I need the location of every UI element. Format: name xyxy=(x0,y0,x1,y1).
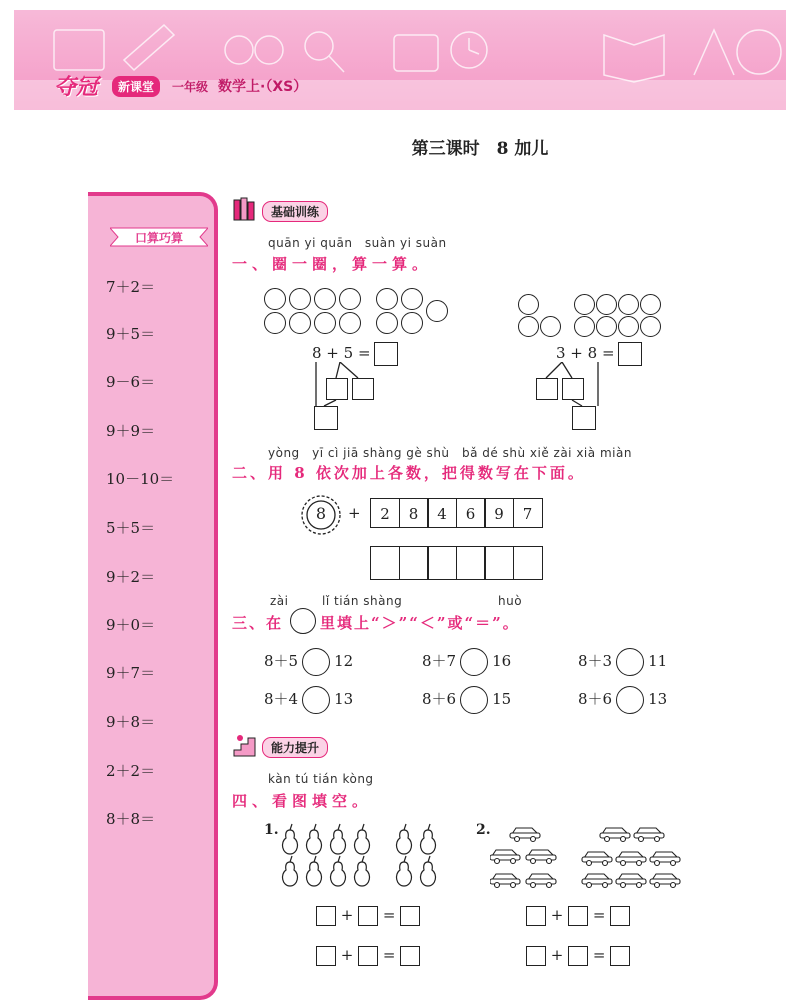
section-badge-label: 能力提升 xyxy=(262,737,328,758)
brand-logo: 夺冠 xyxy=(54,75,99,100)
circle-icon xyxy=(618,294,639,315)
compare-right: 12 xyxy=(334,652,354,670)
plus-sign: + xyxy=(340,946,354,964)
apple-icon xyxy=(426,300,448,322)
compare-left: 8＋4 xyxy=(264,690,299,708)
compare-left: 8＋7 xyxy=(422,652,457,670)
q3-pinyin-zai: zài xyxy=(270,594,289,608)
compare-left: 8＋5 xyxy=(264,652,299,670)
answer-box[interactable] xyxy=(400,906,420,926)
sidebar-title: 口算巧算 xyxy=(134,231,183,245)
compare-item xyxy=(264,686,353,714)
answer-cell[interactable] xyxy=(513,546,543,580)
sidebar-exercise: 2＋2＝ xyxy=(106,762,156,780)
equals-sign: = xyxy=(592,946,606,964)
pear-group-icon xyxy=(278,820,448,890)
answer-box[interactable] xyxy=(562,378,584,400)
q1-right-expression: 3 + 8 = xyxy=(556,344,615,362)
equals-sign: = xyxy=(382,946,396,964)
equation-row xyxy=(526,906,630,926)
apple-icon xyxy=(264,312,286,334)
sidebar-exercise: 5＋5＝ xyxy=(106,519,156,537)
sidebar-exercise: 10－10＝ xyxy=(106,470,175,488)
compare-left: 8＋6 xyxy=(422,690,457,708)
plus-sign: + xyxy=(550,906,564,924)
compare-circle[interactable] xyxy=(302,686,330,714)
addend-cell: 6 xyxy=(456,498,486,528)
answer-box[interactable] xyxy=(358,946,378,966)
answer-box[interactable] xyxy=(618,342,642,366)
answer-box[interactable] xyxy=(610,906,630,926)
answer-box[interactable] xyxy=(610,946,630,966)
q3-circle-icon xyxy=(290,608,316,634)
answer-cell[interactable] xyxy=(427,546,457,580)
compare-item xyxy=(422,648,511,676)
compare-left: 8＋3 xyxy=(578,652,613,670)
q1-pinyin: quān yi quān suàn yi suàn xyxy=(268,236,447,250)
compare-circle[interactable] xyxy=(616,686,644,714)
car-group-icon xyxy=(490,822,700,892)
q4-part1-label: 1. xyxy=(264,822,279,838)
circle-icon xyxy=(618,316,639,337)
answer-box[interactable] xyxy=(358,906,378,926)
compare-circle[interactable] xyxy=(616,648,644,676)
answer-box[interactable] xyxy=(316,946,336,966)
sidebar-exercise: 8＋8＝ xyxy=(106,810,156,828)
answer-cell[interactable] xyxy=(456,546,486,580)
sidebar-title-banner xyxy=(110,226,208,248)
equation-row xyxy=(526,946,630,966)
circle-icon xyxy=(596,294,617,315)
addend-cell: 7 xyxy=(513,498,543,528)
plus-sign: + xyxy=(550,946,564,964)
apple-icon xyxy=(401,288,423,310)
answer-cell[interactable] xyxy=(484,546,514,580)
compare-circle[interactable] xyxy=(460,648,488,676)
apple-icon xyxy=(339,288,361,310)
answer-box[interactable] xyxy=(316,906,336,926)
q3-pinyin-huo: huò xyxy=(498,594,523,608)
circle-icon xyxy=(574,316,595,337)
answer-box[interactable] xyxy=(352,378,374,400)
answer-box[interactable] xyxy=(400,946,420,966)
answer-box[interactable] xyxy=(572,406,596,430)
books-icon xyxy=(232,196,258,222)
q1-title: 一、圈一圈，算一算。 xyxy=(232,255,433,273)
answer-box[interactable] xyxy=(568,946,588,966)
mental-math-sidebar xyxy=(88,192,218,1000)
circle-icon xyxy=(540,316,561,337)
compare-right: 13 xyxy=(334,690,354,708)
ability-badge xyxy=(232,732,320,762)
subject-label: 数学上·（XS） xyxy=(218,79,308,95)
addend-cell: 9 xyxy=(484,498,514,528)
apple-icon xyxy=(376,288,398,310)
answer-box[interactable] xyxy=(568,906,588,926)
answer-box[interactable] xyxy=(526,946,546,966)
addend-cell: 2 xyxy=(370,498,400,528)
equals-sign: = xyxy=(382,906,396,924)
stairs-icon xyxy=(232,732,258,758)
apple-icon xyxy=(289,312,311,334)
apple-icon xyxy=(376,312,398,334)
answer-cell[interactable] xyxy=(370,546,400,580)
compare-item xyxy=(578,686,667,714)
answer-box[interactable] xyxy=(326,378,348,400)
sidebar-exercise: 9＋8＝ xyxy=(106,713,156,731)
addend-cell: 4 xyxy=(427,498,457,528)
apple-icon xyxy=(289,288,311,310)
plus-sign: + xyxy=(340,906,354,924)
equals-sign: = xyxy=(592,906,606,924)
circle-icon xyxy=(640,316,661,337)
q1-left-expression: 8 + 5 = xyxy=(312,344,371,362)
circle-icon xyxy=(518,316,539,337)
compare-item xyxy=(264,648,353,676)
answer-box[interactable] xyxy=(536,378,558,400)
q2-center-number: 8 xyxy=(315,504,327,523)
q2-title: 二、用 8 依次加上各数，把得数写在下面。 xyxy=(232,464,586,482)
q2-answer-row xyxy=(370,546,543,580)
compare-right: 16 xyxy=(492,652,512,670)
q4-title: 四、看图填空。 xyxy=(232,792,373,810)
apple-icon xyxy=(339,312,361,334)
q2-addend-row xyxy=(370,498,543,528)
circle-icon xyxy=(518,294,539,315)
compare-left: 8＋6 xyxy=(578,690,613,708)
series-badge: 新课堂 xyxy=(112,76,160,97)
sidebar-exercise: 9＋0＝ xyxy=(106,616,156,634)
q4-part2-label: 2. xyxy=(476,822,491,838)
circle-icon xyxy=(596,316,617,337)
apple-icon xyxy=(401,312,423,334)
sidebar-exercise: 7＋2＝ xyxy=(106,278,156,296)
compare-circle[interactable] xyxy=(302,648,330,676)
q3-pinyin-mid: lǐ tián shàng xyxy=(322,594,403,608)
answer-box[interactable] xyxy=(314,406,338,430)
section-badge-label: 基础训练 xyxy=(262,201,328,222)
q4-pinyin: kàn tú tián kòng xyxy=(268,772,374,786)
q2-plus-sign: + xyxy=(348,504,361,522)
q3-title-start: 三、在 xyxy=(232,614,284,632)
compare-circle[interactable] xyxy=(460,686,488,714)
answer-cell[interactable] xyxy=(399,546,429,580)
page-title: 第三课时 8 加儿 xyxy=(411,139,549,159)
compare-item xyxy=(422,686,511,714)
compare-right: 15 xyxy=(492,690,512,708)
q2-pinyin: yòng yī cì jiā shàng gè shù bǎ dé shù xiě zài xià miàn xyxy=(268,446,632,460)
compare-right: 13 xyxy=(648,690,668,708)
addend-cell: 8 xyxy=(399,498,429,528)
circle-icon xyxy=(640,294,661,315)
compare-right: 11 xyxy=(648,652,668,670)
circle-icon xyxy=(574,294,595,315)
grade-label: 一年级 xyxy=(172,80,209,94)
equation-row xyxy=(316,906,420,926)
q3-title-end: 里填上“＞”“＜”或“＝”。 xyxy=(320,614,520,632)
apple-icon xyxy=(264,288,286,310)
basic-training-badge xyxy=(232,196,320,226)
sidebar-exercise: 9＋5＝ xyxy=(106,325,156,343)
equation-row xyxy=(316,946,420,966)
sidebar-exercise: 9＋9＝ xyxy=(106,422,156,440)
compare-item xyxy=(578,648,667,676)
answer-box[interactable] xyxy=(526,906,546,926)
sidebar-exercise: 9＋7＝ xyxy=(106,664,156,682)
apple-icon xyxy=(314,312,336,334)
sidebar-exercise: 9＋2＝ xyxy=(106,568,156,586)
sidebar-exercise: 9－6＝ xyxy=(106,373,156,391)
apple-icon xyxy=(314,288,336,310)
